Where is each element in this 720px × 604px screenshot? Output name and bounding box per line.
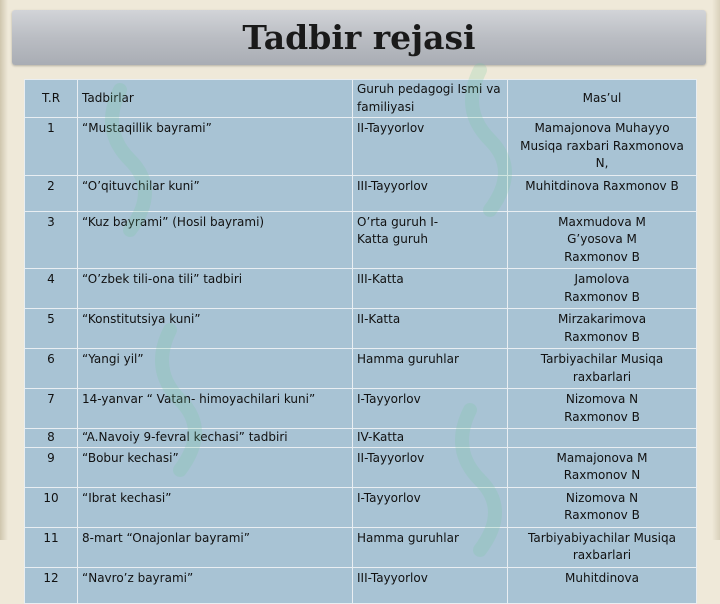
table-row <box>25 389 697 429</box>
table-row <box>25 527 697 567</box>
row-responsible: Mamajonova Muhayyo Musiqa raxbari Raxmonova N, <box>508 118 697 176</box>
row-group: III-Katta <box>353 269 508 309</box>
row-number: 9 <box>25 447 78 487</box>
row-responsible: Jamolova Raxmonov B <box>508 269 697 309</box>
row-event: “Navro’z bayrami” <box>78 567 353 603</box>
row-group: I-Tayyorlov <box>353 389 508 429</box>
events-table-wrapper <box>24 79 692 585</box>
table-header-row <box>25 80 697 118</box>
row-group: Hamma guruhlar <box>353 527 508 567</box>
table-row <box>25 349 697 389</box>
row-number: 4 <box>25 269 78 309</box>
header-group: Guruh pedagogi Ismi va familiyasi <box>353 80 508 118</box>
table-row <box>25 487 697 527</box>
events-table <box>24 79 697 604</box>
row-responsible <box>508 429 697 448</box>
row-event: “Kuz bayrami” (Hosil bayrami) <box>78 211 353 269</box>
row-number: 8 <box>25 429 78 448</box>
row-responsible: Nizomova N Raxmonov B <box>508 487 697 527</box>
row-responsible: Muhitdinova <box>508 567 697 603</box>
row-number: 1 <box>25 118 78 176</box>
row-responsible: Nizomova N Raxmonov B <box>508 389 697 429</box>
row-event: “O’qituvchilar kuni” <box>78 175 353 211</box>
header-responsible: Mas’ul <box>508 80 697 118</box>
row-number: 5 <box>25 309 78 349</box>
row-group: III-Tayyorlov <box>353 175 508 211</box>
title-bar <box>12 10 706 65</box>
row-event: “O’zbek tili-ona tili” tadbiri <box>78 269 353 309</box>
row-group: I-Tayyorlov <box>353 487 508 527</box>
header-events: Tadbirlar <box>78 80 353 118</box>
row-responsible: Tarbiyabiyachilar Musiqa raxbarlari <box>508 527 697 567</box>
row-event: “Yangi yil” <box>78 349 353 389</box>
table-row <box>25 309 697 349</box>
row-event: “Mustaqillik bayrami” <box>78 118 353 176</box>
row-group: IV-Katta <box>353 429 508 448</box>
table-row <box>25 567 697 603</box>
row-number: 3 <box>25 211 78 269</box>
row-event: 8-mart “Onajonlar bayrami” <box>78 527 353 567</box>
row-responsible: Mirzakarimova Raxmonov B <box>508 309 697 349</box>
page-title: Tadbir rejasi <box>242 18 476 57</box>
row-event: “A.Navoiy 9-fevral kechasi” tadbiri <box>78 429 353 448</box>
table-row <box>25 269 697 309</box>
slide-left-edge <box>0 0 8 540</box>
row-event: “Konstitutsiya kuni” <box>78 309 353 349</box>
slide-right-edge <box>712 0 720 540</box>
row-event: 14-yanvar “ Vatan- himoyachilari kuni” <box>78 389 353 429</box>
row-responsible: Tarbiyachilar Musiqa raxbarlari <box>508 349 697 389</box>
row-number: 2 <box>25 175 78 211</box>
row-number: 12 <box>25 567 78 603</box>
table-row <box>25 118 697 176</box>
row-group: III-Tayyorlov <box>353 567 508 603</box>
table-row <box>25 429 697 448</box>
row-number: 7 <box>25 389 78 429</box>
row-responsible: Maxmudova M G’yosova M Raxmonov B <box>508 211 697 269</box>
row-group: II-Tayyorlov <box>353 447 508 487</box>
row-group: Hamma guruhlar <box>353 349 508 389</box>
row-number: 6 <box>25 349 78 389</box>
table-row <box>25 447 697 487</box>
row-number: 11 <box>25 527 78 567</box>
row-responsible: Mamajonova M Raxmonov N <box>508 447 697 487</box>
row-number: 10 <box>25 487 78 527</box>
row-event: “Bobur kechasi” <box>78 447 353 487</box>
row-group: II-Tayyorlov <box>353 118 508 176</box>
table-row <box>25 211 697 269</box>
row-group: O’rta guruh I-Katta guruh <box>353 211 508 269</box>
table-row <box>25 175 697 211</box>
row-event: “Ibrat kechasi” <box>78 487 353 527</box>
row-responsible: Muhitdinova Raxmonov B <box>508 175 697 211</box>
row-group: II-Katta <box>353 309 508 349</box>
header-number: T.R <box>25 80 78 118</box>
